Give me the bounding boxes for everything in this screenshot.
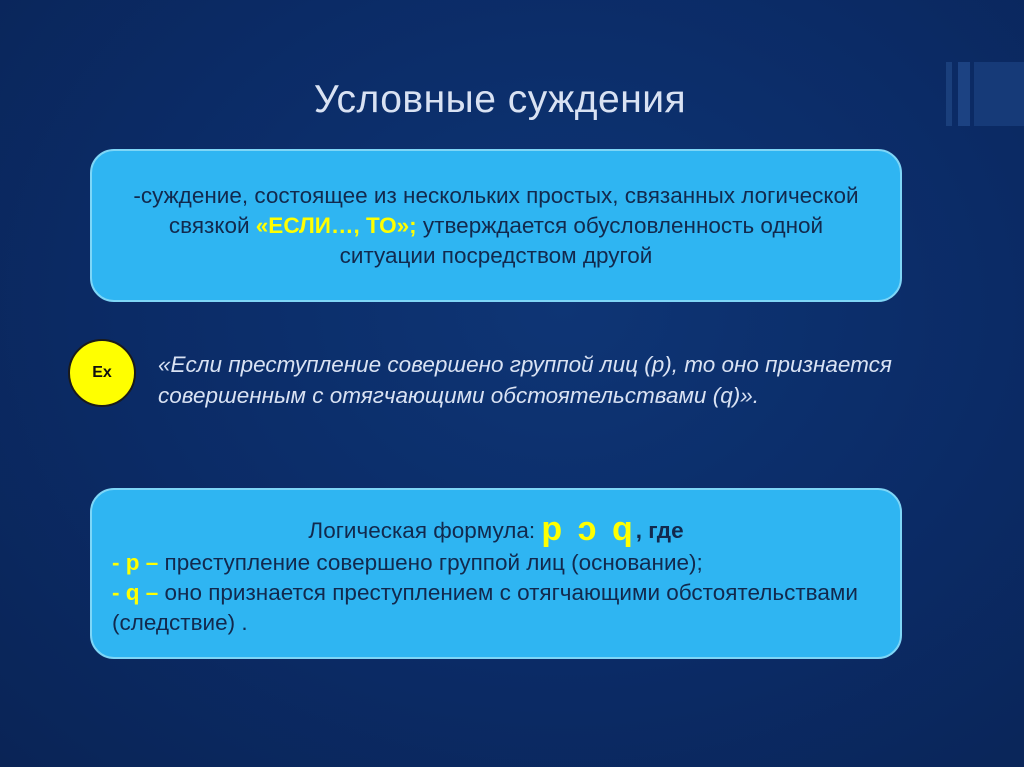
formula-line-q: [112, 578, 880, 638]
formula-line-q-key: - q –: [112, 580, 159, 605]
definition-highlight: «ЕСЛИ…, ТО»;: [255, 213, 417, 238]
definition-box: [90, 149, 902, 302]
formula-line-q-text: оно признается преступлением с отягчающими обстоятельствами (следствие) .: [112, 580, 858, 635]
formula-label: Логическая формула:: [308, 518, 542, 543]
definition-text-after: утверждается обусловленность одной ситуации посредством другой: [339, 213, 824, 268]
formula-line-p-text: преступление совершено группой лиц (основание);: [158, 550, 703, 575]
formula-line-p: [112, 548, 880, 578]
example-badge-label: Ex: [92, 364, 112, 381]
formula-box: [90, 488, 902, 659]
definition-text-before: -суждение, состоящее из нескольких простых, связанных логической связкой: [133, 183, 859, 238]
formula-suffix: , где: [635, 518, 684, 543]
example-badge: [68, 339, 136, 407]
example-text: «Если преступление совершено группой лиц (р), то оно признается совершенным с отягчающими обстоятельствами (q)».: [158, 352, 892, 408]
formula-header: [112, 510, 880, 548]
formula-line-p-key: - р –: [112, 550, 159, 575]
formula-expression: p ↄ q: [541, 510, 636, 548]
slide-title: Условные суждения: [313, 78, 687, 121]
